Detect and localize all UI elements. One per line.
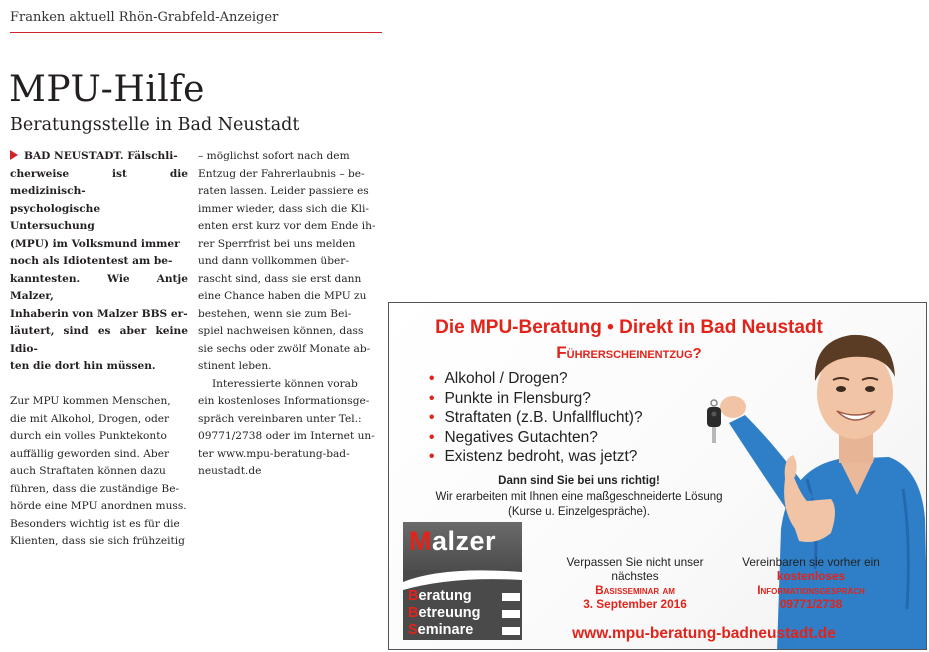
text-line: immer wieder, dass sich die Kli- <box>198 202 369 215</box>
list-item <box>429 389 643 409</box>
list-item <box>429 408 643 428</box>
text-line: sie sechs oder zwölf Monate ab- <box>198 342 371 355</box>
headline: MPU-Hilfe <box>9 69 205 110</box>
text-line: die mit Alkohol, Drogen, oder <box>10 412 170 425</box>
logo-initial: S <box>408 622 418 638</box>
text-line: rer Sperrfrist bei uns melden <box>198 237 356 250</box>
bullet-dot-icon: • <box>429 428 435 446</box>
text-line: auffällig geworden sind. Aber <box>10 447 170 460</box>
list-item-text: Alkohol / Drogen? <box>444 370 568 387</box>
logo-word: etreuung <box>418 605 481 621</box>
text-line: läutert, sind es aber keine Idio- <box>10 325 188 355</box>
phone-number: 09771/2738 <box>779 597 843 611</box>
list-item-text: Existenz bedroht, was jetzt? <box>444 448 638 465</box>
malzer-logo <box>403 522 522 640</box>
text-line: bestehen, wenn sie zum Bei- <box>198 307 352 320</box>
logo-line-betreuung <box>408 605 481 621</box>
bullet-dot-icon: • <box>429 448 435 465</box>
text-line: durch ein volles Punktekonto <box>10 430 167 442</box>
text-line: ten die dort hin müssen. <box>10 360 156 372</box>
list-item <box>429 428 643 448</box>
text-line: spiel nachweisen können, dass <box>198 325 364 337</box>
consultation-label: Informationsgespräch <box>757 583 865 597</box>
logo-name <box>409 526 496 557</box>
body-paragraph <box>198 148 376 376</box>
text-line: (MPU) im Volksmund immer <box>10 237 180 250</box>
masthead: Franken aktuell Rhön-Grabfeld-Anzeiger <box>10 10 382 33</box>
logo-line-seminare <box>408 622 473 638</box>
seminar-date: 3. September 2016 <box>583 597 687 611</box>
bullet-dot-icon: • <box>429 409 435 426</box>
logo-initial: B <box>408 605 419 621</box>
text-line: nächstes <box>611 569 659 583</box>
logo-bar <box>502 610 520 618</box>
text-line: (Kurse u. Einzelgespräche). <box>508 506 650 518</box>
text-line: psychologische Untersuchung <box>10 202 101 232</box>
bullet-dot-icon: • <box>429 389 435 407</box>
ad-title: Die MPU-Beratung • Direkt in Bad Neustadt <box>435 317 823 338</box>
advertisement <box>388 302 927 650</box>
body-paragraph <box>198 393 376 481</box>
text-line: stinent leben. <box>198 360 272 372</box>
text-line: neustadt.de <box>198 465 262 477</box>
website-link[interactable]: www.mpu-beratung-badneustadt.de <box>572 625 836 642</box>
text-line: Wir erarbeiten mit Ihnen eine maßgeschneiderte Lösung <box>435 491 723 503</box>
text-line: Zur MPU kommen Menschen, <box>10 395 171 407</box>
list-item-text: Negatives Gutachten? <box>444 428 598 446</box>
logo-initial: B <box>408 588 419 604</box>
car-key-icon <box>705 399 723 445</box>
seminar-info <box>559 555 711 611</box>
body-paragraph <box>198 376 376 394</box>
free-label: kostenloses <box>776 569 846 583</box>
seminar-label: Basisseminar am <box>595 583 675 597</box>
text-line: kanntesten. Wie Antje Malzer, <box>10 272 188 302</box>
text-line: cherweise ist die medizinisch- <box>10 167 188 197</box>
text-line: Klienten, dass sie sich frühzeitig <box>10 535 185 547</box>
ad-subtitle <box>529 343 729 363</box>
list-item <box>429 447 643 467</box>
logo-word: eminare <box>417 622 474 638</box>
text-line: Verpassen Sie nicht unser <box>566 555 704 569</box>
text-line: noch als Idiotentest am be- <box>10 255 173 267</box>
text-line: ein kostenloses Informationsge- <box>198 395 370 407</box>
logo-bar <box>502 593 520 601</box>
text-line: spräch vereinbaren unter Tel.: <box>198 412 362 425</box>
logo-name-rest: alzer <box>432 526 497 556</box>
text-line: Entzug der Fahrerlaubnis – be- <box>198 167 365 180</box>
logo-initial: M <box>409 526 432 556</box>
logo-bar <box>502 627 520 635</box>
text-line: Besonders wichtig ist es für die <box>10 517 180 530</box>
list-item-text: Punkte in Flensburg? <box>444 389 591 407</box>
logo-word: eratung <box>418 588 472 604</box>
subtitle-initial: F <box>556 343 567 362</box>
article-column-1 <box>10 148 188 551</box>
subtitle-rest: ührerscheinentzug? <box>566 345 702 362</box>
ad-claim: Dann sind Sie bei uns richtig! <box>498 475 660 487</box>
text-line: rascht sind, dass sie erst dann <box>198 272 362 285</box>
text-line: BAD NEUSTADT. Fälschli- <box>24 150 178 162</box>
text-line: enten erst kurz vor dem Ende ih- <box>198 220 376 232</box>
consultation-info <box>731 555 891 611</box>
text-line: hörde eine MPU anordnen muss. <box>10 500 187 512</box>
triangle-marker-icon <box>10 150 18 160</box>
text-line: Inhaberin von Malzer BBS er- <box>10 307 188 320</box>
article-column-2 <box>198 148 376 481</box>
list-item-text: Straftaten (z.B. Unfallflucht)? <box>444 409 643 426</box>
question-list <box>429 369 643 467</box>
subheadline: Beratungsstelle in Bad Neustadt <box>10 115 300 135</box>
text-line: Interessierte können vorab <box>212 377 358 390</box>
text-line: und dann vollkommen über- <box>198 255 349 267</box>
ad-description <box>409 490 749 520</box>
text-line: raten lassen. Leider passiere es <box>198 185 369 197</box>
body-paragraph <box>10 393 188 551</box>
text-line: 09771/2738 oder im Internet un- <box>198 430 375 442</box>
text-line: ter www.mpu-beratung-bad- <box>198 447 350 460</box>
logo-line-beratung <box>408 588 472 604</box>
list-item <box>429 369 643 389</box>
text-line: Vereinbaren sie vorher ein <box>742 555 880 569</box>
text-line: führen, dass die zuständige Be- <box>10 482 180 495</box>
bullet-dot-icon: • <box>429 370 435 387</box>
text-line: – möglichst sofort nach dem <box>198 150 350 162</box>
text-line: eine Chance haben die MPU zu <box>198 290 367 302</box>
text-line: auch Straftaten können dazu <box>10 465 166 477</box>
lead-paragraph <box>10 148 188 376</box>
